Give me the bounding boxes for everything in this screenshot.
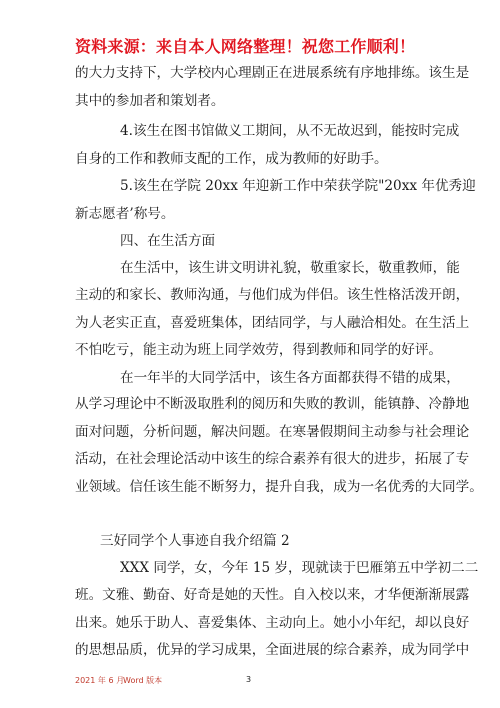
section-heading: 四、在生活方面 <box>120 233 216 249</box>
paragraph-line: 面对问题，分析问题，解决问题。在寒暑假期间主动参与社会理论 <box>75 424 470 440</box>
paragraph-line: 业领域。信任该生能不断努力，提升自我，成为一名优秀的大同学。 <box>75 479 483 495</box>
footer-version: Word 版本 <box>123 676 163 685</box>
paragraph-line: 的思想品质，优异的学习成果，全面进展的综合素养，成为同学中 <box>75 642 470 658</box>
paragraph-line: 新志愿者’称号。 <box>75 206 175 222</box>
paragraph-line: 自身的工作和教师支配的工作，成为教师的好助手。 <box>75 151 388 167</box>
article-title: 三好同学个人事迹自我介绍篇 2 <box>100 533 290 549</box>
paragraph-line: 活动，在社会理论活动中该生的综合素养有很大的进步，拓展了专 <box>75 451 470 467</box>
source-banner: 资料来源：来自本人网络整理！祝您工作顺利！ <box>75 37 416 56</box>
paragraph-line: 5.该生在学院 20xx 年迎新工作中荣获学院"20xx 年优秀迎 <box>120 178 476 194</box>
paragraph-line: 在一年半的大同学活中，该生各方面都获得不错的成果， <box>120 370 460 386</box>
paragraph-line: 其中的参加者和策划者。 <box>75 93 225 109</box>
footer-date: 2021 年 6 月 <box>75 676 125 685</box>
paragraph-line: 不怕吃亏，能主动为班上同学效劳，得到教师和同学的好评。 <box>75 342 443 358</box>
paragraph-line: 为人老实正直，喜爱班集体，团结同学，与人融洽相处。在生活上 <box>75 315 470 331</box>
paragraph-line: 在生活中，该生讲文明讲礼貌，敬重家长，敬重教师，能 <box>120 260 460 276</box>
paragraph-line: 的大力支持下，大学校内心理剧正在进展系统有序地排练。该生是 <box>75 65 470 81</box>
paragraph-line: XXX 同学，女，今年 15 岁，现就读于巴雁第五中学初二二 <box>120 560 479 576</box>
paragraph-line: 从学习理论中不断汲取胜利的阅历和失败的教训，能镇静、冷静地 <box>75 396 470 412</box>
paragraph-line: 4.该生在图书馆做义工期间，从不无故迟到，能按时完成 <box>120 123 460 139</box>
paragraph-line: 班。文雅、勤奋、好奇是她的天性。自入校以来，才华便渐渐展露 <box>75 587 470 603</box>
page-number: 3 <box>246 675 252 684</box>
paragraph-line: 出来。她乐于助人、喜爱集体、主动向上。她小小年纪，却以良好 <box>75 615 470 631</box>
paragraph-line: 主动的和家长、教师沟通，与他们成为伴侣。该生性格活泼开朗， <box>75 287 470 303</box>
